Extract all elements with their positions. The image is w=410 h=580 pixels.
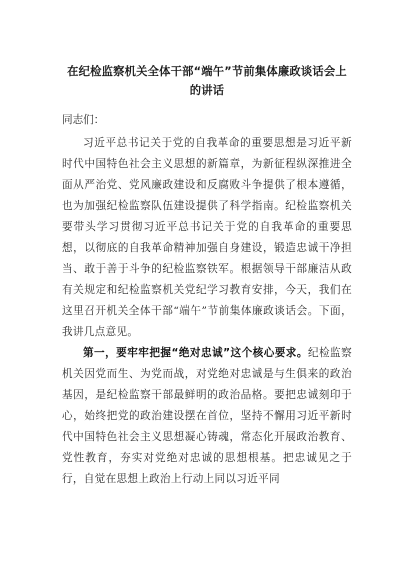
- paragraph-first-point: [62, 343, 352, 490]
- paragraph-heading: 第一，要牢牢把握“绝对忠诚”这个核心要求。: [83, 347, 308, 359]
- title-line-2: 的讲话: [189, 84, 225, 97]
- title-line-1: 在纪检监察机关全体干部“端午”节前集体廉政谈话会上: [67, 65, 347, 78]
- document-title: [62, 62, 352, 100]
- document-page: [62, 62, 352, 490]
- salutation: 同志们：: [62, 114, 105, 126]
- paragraph-intro: 习近平总书记关于党的自我革命的重要思想是习近平新时代中国特色社会主义思想的新篇章，为新征程纵深推进全面从严治党、党风廉政建设和反腐败斗争提供了根本遵循，也为加强纪检监察队伍建设提供了科学指南。纪检监察机关要带头学习贯彻习近平总书记关于党的自我革命的重要思想，以彻底的自我革命精神加强自身建设，锻造忠诚干净担当、敢于善于斗争的纪检监察铁军。根据领导干部廉洁从政有关规定和纪检监察机关党纪学习教育安排，今天，我们在这里召开机关全体干部“端午”节前集体廉政谈话会。下面，我讲几点意见。: [62, 137, 352, 338]
- paragraph-body: 纪检监察机关因党而生、为党而战，对党绝对忠诚是与生俱来的政治基因，是纪检监察干部最鲜明的政治品格。要把忠诚刻印于心，始终把党的政治建设摆在首位，坚持不懈用习近平新时代中国特色社会主义思想凝心铸魂，常态化开展政治教育、党性教育，夯实对党绝对忠诚的思想根基。把忠诚见之于行，自觉在思想上政治上行动上同以习近平同: [62, 347, 353, 485]
